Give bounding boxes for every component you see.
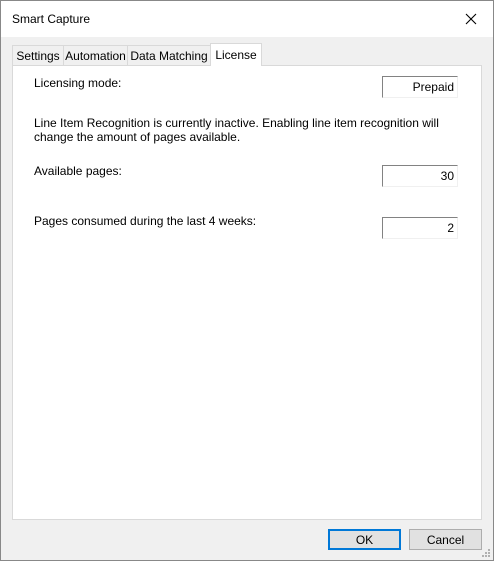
close-button[interactable] (451, 3, 491, 35)
cancel-button-label: Cancel (426, 532, 465, 547)
title-bar (1, 1, 493, 37)
line-item-info-text: Line Item Recognition is currently inactive. Enabling line item recognition will change the amount of pages available. (34, 116, 439, 144)
tab-license-label: License (215, 48, 257, 62)
tab-data-matching-label: Data Matching (130, 48, 208, 63)
pages-consumed-label: Pages consumed during the last 4 weeks: (34, 214, 257, 228)
close-icon (465, 13, 477, 25)
tab-settings-label: Settings (16, 48, 60, 63)
tab-automation[interactable] (63, 45, 128, 65)
size-grip-icon[interactable] (480, 547, 490, 557)
tab-automation-label: Automation (65, 48, 126, 63)
license-panel (12, 65, 482, 520)
pages-consumed-field: 2 (382, 217, 458, 239)
tab-settings[interactable] (12, 45, 64, 65)
licensing-mode-label: Licensing mode: (34, 76, 122, 90)
ok-button[interactable] (328, 529, 401, 550)
cancel-button[interactable] (409, 529, 482, 550)
available-pages-field: 30 (382, 165, 458, 187)
tab-data-matching[interactable] (127, 45, 211, 65)
window-title: Smart Capture (12, 12, 91, 26)
licensing-mode-field: Prepaid (382, 76, 458, 98)
ok-button-label: OK (355, 532, 374, 547)
available-pages-label: Available pages: (34, 164, 122, 178)
tab-license[interactable] (210, 43, 262, 66)
